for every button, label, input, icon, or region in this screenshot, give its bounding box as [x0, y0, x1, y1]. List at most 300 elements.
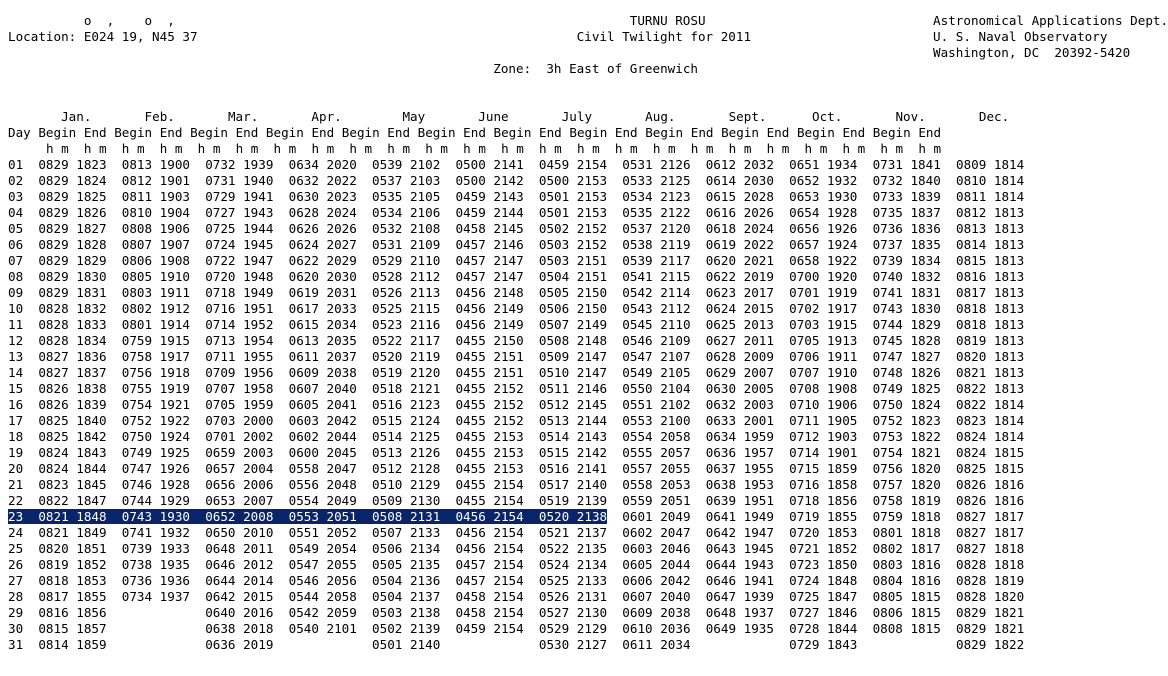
time-cell: 0829 1824: [38, 173, 107, 188]
time-cell: 0818 1853: [38, 573, 107, 588]
table-row[interactable]: [8, 317, 1168, 333]
time-cell: 0501 2153: [538, 205, 608, 220]
time-cell: 0515 2124: [372, 413, 441, 428]
time-cell: 0703 1915: [789, 317, 858, 332]
blank-line: [8, 77, 1168, 93]
time-cell: 0805 1815: [872, 589, 941, 604]
time-cell: 0729 1843: [789, 637, 858, 652]
unit-label: h m: [425, 141, 448, 156]
time-cell: 0744 1829: [872, 317, 941, 332]
day-number: 03: [8, 189, 24, 204]
end-label: End: [766, 125, 790, 140]
time-cell: 0731 1940: [205, 173, 274, 188]
day-number: 01: [8, 157, 24, 172]
time-cell: 0546 2056: [288, 573, 357, 588]
time-cell: 0828 1818: [955, 557, 1025, 572]
month-header: Oct.: [812, 109, 843, 124]
time-cell: 0505 2150: [538, 285, 608, 300]
time-cell: 0818 1813: [955, 301, 1025, 316]
time-cell: 0549 2054: [288, 541, 357, 556]
end-label: End: [842, 125, 866, 140]
time-cell: 0747 1827: [872, 349, 941, 364]
time-cell: 0455 2152: [455, 397, 524, 412]
table-row[interactable]: [8, 333, 1168, 349]
time-cell: 0531 2126: [622, 157, 691, 172]
month-header: Aug.: [645, 109, 676, 124]
day-number: 08: [8, 269, 24, 284]
time-cell: 0543 2112: [622, 301, 691, 316]
time-cell: 0607 2040: [622, 589, 691, 604]
time-cell: 0829 1825: [38, 189, 107, 204]
time-cell: 0531 2109: [372, 237, 441, 252]
time-cell: 0826 1816: [955, 493, 1025, 508]
time-cell: 0520 2138: [538, 509, 608, 524]
time-cell: 0541 2115: [622, 269, 691, 284]
table-row[interactable]: [8, 413, 1168, 429]
end-label: End: [387, 125, 411, 140]
time-cell: 0455 2153: [455, 445, 524, 460]
day-number: 11: [8, 317, 24, 332]
table-row[interactable]: [8, 461, 1168, 477]
time-cell: 0637 1955: [705, 461, 774, 476]
time-cell: 0720 1853: [789, 525, 858, 540]
time-cell: 0755 1919: [121, 381, 191, 396]
begin-label: Begin: [417, 125, 456, 140]
time-cell: 0542 2114: [622, 285, 691, 300]
table-row[interactable]: [8, 509, 1168, 525]
unit-label: h m: [918, 141, 942, 156]
time-cell: 0622 2019: [705, 269, 774, 284]
time-cell: 0653 1930: [789, 189, 858, 204]
day-number: 09: [8, 285, 24, 300]
time-cell: 0558 2053: [622, 477, 691, 492]
unit-label: h m: [197, 141, 221, 156]
time-cell: 0643 1945: [705, 541, 774, 556]
time-cell: 0628 2024: [288, 205, 357, 220]
time-cell: 0525 2133: [538, 573, 608, 588]
table-row[interactable]: [8, 221, 1168, 237]
time-cell: 0826 1838: [38, 381, 107, 396]
time-cell: 0455 2154: [455, 477, 524, 492]
time-cell: 0542 2059: [288, 605, 357, 620]
time-cell: 0725 1944: [205, 221, 274, 236]
time-cell: 0456 2149: [455, 317, 524, 332]
table-row[interactable]: [8, 205, 1168, 221]
table-row[interactable]: [8, 637, 1168, 653]
time-cell: 0703 2000: [205, 413, 274, 428]
time-cell: 0504 2137: [372, 589, 441, 604]
time-cell: 0752 1823: [872, 413, 941, 428]
time-cell: 0551 2102: [622, 397, 691, 412]
time-cell: 0605 2041: [288, 397, 357, 412]
header-line-2: [8, 29, 1168, 45]
time-cell: 0805 1910: [121, 269, 191, 284]
time-cell: 0708 1908: [789, 381, 858, 396]
table-row[interactable]: [8, 237, 1168, 253]
end-label: End: [311, 125, 335, 140]
time-cell: 0526 2113: [372, 285, 441, 300]
time-cell: 0758 1819: [872, 493, 941, 508]
unit-label: h m: [235, 141, 259, 156]
time-cell: 0517 2140: [538, 477, 608, 492]
time-cell: 0514 2143: [538, 429, 608, 444]
time-cell: 0809 1814: [955, 157, 1025, 172]
time-cell: 0821 1848: [38, 509, 107, 524]
time-cell: 0519 2120: [372, 365, 441, 380]
table-row[interactable]: [8, 429, 1168, 445]
time-cell: 0824 1843: [38, 445, 107, 460]
time-cell: 0516 2141: [538, 461, 608, 476]
table-row[interactable]: [8, 285, 1168, 301]
time-cell: 0723 1850: [789, 557, 858, 572]
time-cell: 0812 1813: [955, 205, 1025, 220]
table-row[interactable]: [8, 189, 1168, 205]
table-row[interactable]: [8, 157, 1168, 173]
time-cell: 0823 1845: [38, 477, 107, 492]
month-header: Feb.: [144, 109, 175, 124]
time-cell: 0707 1958: [205, 381, 274, 396]
time-cell: 0456 2148: [455, 285, 524, 300]
day-number: 10: [8, 301, 24, 316]
end-label: End: [159, 125, 183, 140]
table-row[interactable]: [8, 381, 1168, 397]
time-cell: 0628 2009: [705, 349, 774, 364]
time-cell: 0828 1819: [955, 573, 1025, 588]
time-cell: 0656 1926: [789, 221, 858, 236]
time-cell: 0547 2107: [622, 349, 691, 364]
time-cell: 0620 2021: [705, 253, 774, 268]
time-cell: 0602 2044: [288, 429, 357, 444]
time-cell: 0553 2051: [288, 509, 357, 524]
time-cell: 0829 1826: [38, 205, 107, 220]
time-cell: 0646 2012: [205, 557, 274, 572]
time-cell: 0711 1905: [789, 413, 858, 428]
unit-label: h m: [83, 141, 107, 156]
time-cell: 0828 1820: [955, 589, 1025, 604]
time-cell: 0524 2134: [538, 557, 608, 572]
time-cell: 0523 2116: [372, 317, 441, 332]
time-cell: 0513 2144: [538, 413, 608, 428]
time-cell: 0720 1948: [205, 269, 274, 284]
table-row[interactable]: [8, 525, 1168, 541]
time-cell: 0456 2149: [455, 301, 524, 316]
time-cell: 0706 1911: [789, 349, 858, 364]
time-cell: 0743 1830: [872, 301, 941, 316]
unit-label: h m: [880, 141, 904, 156]
zone-line: [8, 61, 1168, 77]
time-cell: 0500 2153: [538, 173, 608, 188]
time-cell: 0710 1906: [789, 397, 858, 412]
begin-label: Begin: [569, 125, 608, 140]
time-cell: 0824 1844: [38, 461, 107, 476]
time-cell: 0735 1837: [872, 205, 941, 220]
time-cell: 0642 1947: [705, 525, 774, 540]
begin-label: Begin: [493, 125, 532, 140]
time-cell: 0829 1831: [38, 285, 107, 300]
time-cell: 0507 2149: [538, 317, 608, 332]
time-cell: 0748 1826: [872, 365, 941, 380]
day-number: 21: [8, 477, 24, 492]
time-cell: 0729 1941: [205, 189, 274, 204]
time-cell: 0459 2143: [455, 189, 524, 204]
table-row[interactable]: [8, 621, 1168, 637]
begin-label: Begin: [265, 125, 304, 140]
time-cell: 0500 2142: [455, 173, 524, 188]
time-cell: 0757 1820: [872, 477, 941, 492]
blank-line: [8, 93, 1168, 109]
time-cell: 0811 1814: [955, 189, 1025, 204]
time-cell: 0814 1813: [955, 237, 1025, 252]
time-cell: 0819 1852: [38, 557, 107, 572]
dept-line-1: Astronomical Applications Dept.: [933, 13, 1168, 28]
time-cell: 0739 1933: [121, 541, 191, 556]
header-line-3: [8, 45, 1168, 61]
time-cell: 0603 2046: [622, 541, 691, 556]
time-cell: 0459 2154: [455, 621, 524, 636]
time-cell: 0605 2044: [622, 557, 691, 572]
time-cell: 0716 1951: [205, 301, 274, 316]
time-cell: 0826 1839: [38, 397, 107, 412]
time-cell: 0506 2134: [372, 541, 441, 556]
table-row[interactable]: [8, 445, 1168, 461]
time-cell: 0753 1822: [872, 429, 941, 444]
unit-label: h m: [45, 141, 69, 156]
unit-label: h m: [349, 141, 373, 156]
time-cell: 0458 2154: [455, 589, 524, 604]
time-cell: 0644 2014: [205, 573, 274, 588]
time-cell: 0616 2026: [705, 205, 774, 220]
time-cell: 0455 2151: [455, 365, 524, 380]
begin-label: Begin: [114, 125, 153, 140]
time-cell: 0457 2154: [455, 573, 524, 588]
month-header: Mar.: [227, 109, 259, 124]
time-cell: 0810 1814: [955, 173, 1025, 188]
time-cell: 0724 1945: [205, 237, 274, 252]
time-cell: 0659 2003: [205, 445, 274, 460]
time-cell: 0829 1821: [955, 621, 1025, 636]
month-header: July: [561, 109, 593, 124]
time-cell: 0743 1930: [121, 509, 191, 524]
time-cell: 0545 2110: [622, 317, 691, 332]
time-cell: 0501 2153: [538, 189, 608, 204]
time-cell: 0636 2019: [205, 637, 274, 652]
time-cell: 0649 1935: [705, 621, 774, 636]
time-cell: 0512 2145: [538, 397, 608, 412]
time-cell: 0529 2110: [372, 253, 441, 268]
time-cell: 0459 2144: [455, 205, 524, 220]
time-cell: 0816 1813: [955, 269, 1025, 284]
time-cell: 0515 2142: [538, 445, 608, 460]
time-cell: 0814 1859: [38, 637, 107, 652]
time-cell: 0609 2038: [288, 365, 357, 380]
time-cell: 0620 2030: [288, 269, 357, 284]
time-cell: 0648 1937: [705, 605, 774, 620]
day-number: 13: [8, 349, 24, 364]
time-cell: 0547 2055: [288, 557, 357, 572]
day-number: 22: [8, 493, 24, 508]
day-number: 23: [8, 509, 24, 524]
time-cell: 0705 1959: [205, 397, 274, 412]
time-cell: 0615 2028: [705, 189, 774, 204]
time-cell: 0732 1939: [205, 157, 274, 172]
table-row[interactable]: [8, 477, 1168, 493]
time-cell: 0555 2057: [622, 445, 691, 460]
unit-label: h m: [463, 141, 486, 156]
time-cell: 0601 2049: [622, 509, 691, 524]
time-cell: 0459 2154: [538, 157, 608, 172]
time-cell: 0721 1852: [789, 541, 858, 556]
day-number: 15: [8, 381, 24, 396]
time-cell: 0707 1910: [789, 365, 858, 380]
time-cell: 0817 1813: [955, 285, 1025, 300]
day-number: 20: [8, 461, 24, 476]
day-number: 07: [8, 253, 24, 268]
time-cell: 0829 1822: [955, 637, 1025, 652]
unit-label: h m: [652, 141, 676, 156]
units-row: [8, 141, 1168, 157]
unit-label: h m: [273, 141, 297, 156]
time-cell: 0634 2020: [288, 157, 357, 172]
time-cell: 0702 1917: [789, 301, 858, 316]
time-cell: 0829 1829: [38, 253, 107, 268]
time-cell: 0623 2017: [705, 285, 774, 300]
time-cell: 0624 2027: [288, 237, 357, 252]
time-cell: 0456 2154: [455, 541, 524, 556]
time-cell: 0502 2152: [538, 221, 608, 236]
table-row[interactable]: [8, 349, 1168, 365]
time-cell: 0512 2128: [372, 461, 441, 476]
time-cell: 0754 1921: [121, 397, 191, 412]
time-cell: 0700 1920: [789, 269, 858, 284]
day-number: 14: [8, 365, 24, 380]
time-cell: 0807 1907: [121, 237, 191, 252]
time-cell: 0540 2101: [288, 621, 357, 636]
time-cell: 0455 2152: [455, 381, 524, 396]
begin-label: Begin: [190, 125, 228, 140]
table-row[interactable]: [8, 397, 1168, 413]
time-cell: 0806 1908: [121, 253, 191, 268]
time-cell: 0534 2123: [622, 189, 691, 204]
time-cell: 0503 2151: [538, 253, 608, 268]
time-cell: 0822 1847: [38, 493, 107, 508]
time-cell: 0752 1922: [121, 413, 191, 428]
time-cell: 0609 2038: [622, 605, 691, 620]
table-row[interactable]: [8, 573, 1168, 589]
time-cell: 0653 2007: [205, 493, 274, 508]
time-cell: 0544 2058: [288, 589, 357, 604]
table-row[interactable]: [8, 541, 1168, 557]
time-cell: 0648 2011: [205, 541, 274, 556]
dept-line-3: Washington, DC 20392-5420: [933, 45, 1131, 60]
time-cell: 0822 1813: [955, 381, 1025, 396]
time-cell: 0722 1947: [205, 253, 274, 268]
time-cell: 0537 2103: [372, 173, 441, 188]
table-row[interactable]: [8, 253, 1168, 269]
time-cell: 0754 1821: [872, 445, 941, 460]
time-cell: 0527 2130: [538, 605, 608, 620]
time-cell: 0650 2010: [205, 525, 274, 540]
time-cell: 0619 2031: [288, 285, 357, 300]
time-cell: 0829 1827: [38, 221, 107, 236]
end-label: End: [463, 125, 486, 140]
time-cell: 0715 1859: [789, 461, 858, 476]
time-cell: 0758 1917: [121, 349, 191, 364]
table-row[interactable]: [8, 269, 1168, 285]
day-number: 17: [8, 413, 24, 428]
table-row[interactable]: [8, 557, 1168, 573]
table-row[interactable]: [8, 301, 1168, 317]
unit-label: h m: [842, 141, 866, 156]
day-number: 06: [8, 237, 24, 252]
time-cell: 0727 1846: [789, 605, 858, 620]
time-cell: 0556 2048: [288, 477, 357, 492]
time-zone: Zone: 3h East of Greenwich: [493, 61, 698, 76]
time-cell: 0749 1825: [872, 381, 941, 396]
time-cell: 0456 2154: [455, 509, 524, 524]
time-cell: 0554 2049: [288, 493, 357, 508]
time-cell: 0756 1820: [872, 461, 941, 476]
time-cell: 0713 1954: [205, 333, 274, 348]
time-cell: 0817 1855: [38, 589, 107, 604]
time-cell: 0828 1834: [38, 333, 107, 348]
time-cell: 0719 1855: [789, 509, 858, 524]
time-cell: 0658 1922: [789, 253, 858, 268]
time-cell: 0741 1831: [872, 285, 941, 300]
time-cell: 0651 1934: [789, 157, 858, 172]
time-cell: 0802 1817: [872, 541, 941, 556]
month-header: May: [402, 109, 426, 124]
time-cell: 0744 1929: [121, 493, 191, 508]
time-cell: 0745 1828: [872, 333, 941, 348]
time-cell: 0507 2133: [372, 525, 441, 540]
month-header: June: [478, 109, 509, 124]
time-cell: 0828 1832: [38, 301, 107, 316]
time-cell: 0826 1816: [955, 477, 1025, 492]
place-name: TURNU ROSU: [629, 13, 934, 28]
month-header: Jan.: [61, 109, 92, 124]
time-cell: 0709 1956: [205, 365, 274, 380]
table-row[interactable]: [8, 589, 1168, 605]
unit-label: h m: [121, 141, 145, 156]
time-cell: 0820 1851: [38, 541, 107, 556]
table-row[interactable]: [8, 365, 1168, 381]
time-cell: 0656 2006: [205, 477, 274, 492]
time-cell: 0625 2013: [705, 317, 774, 332]
time-cell: 0503 2152: [538, 237, 608, 252]
end-label: End: [539, 125, 562, 140]
table-row[interactable]: [8, 173, 1168, 189]
day-number: 31: [8, 637, 24, 652]
table-row[interactable]: [8, 605, 1168, 621]
time-cell: 0827 1817: [955, 525, 1025, 540]
time-cell: 0652 1932: [789, 173, 858, 188]
begin-label: Begin: [872, 125, 911, 140]
day-number: 19: [8, 445, 24, 460]
time-cell: 0641 1949: [705, 509, 774, 524]
time-cell: 0557 2055: [622, 461, 691, 476]
day-number: 26: [8, 557, 24, 572]
day-number: 24: [8, 525, 24, 540]
time-cell: 0739 1834: [872, 253, 941, 268]
table-row[interactable]: [8, 493, 1168, 509]
time-cell: 0550 2104: [622, 381, 691, 396]
time-cell: 0559 2051: [622, 493, 691, 508]
time-cell: 0821 1813: [955, 365, 1025, 380]
time-cell: 0630 2005: [705, 381, 774, 396]
time-cell: 0732 1840: [872, 173, 941, 188]
end-label: End: [918, 125, 942, 140]
day-number: 04: [8, 205, 24, 220]
